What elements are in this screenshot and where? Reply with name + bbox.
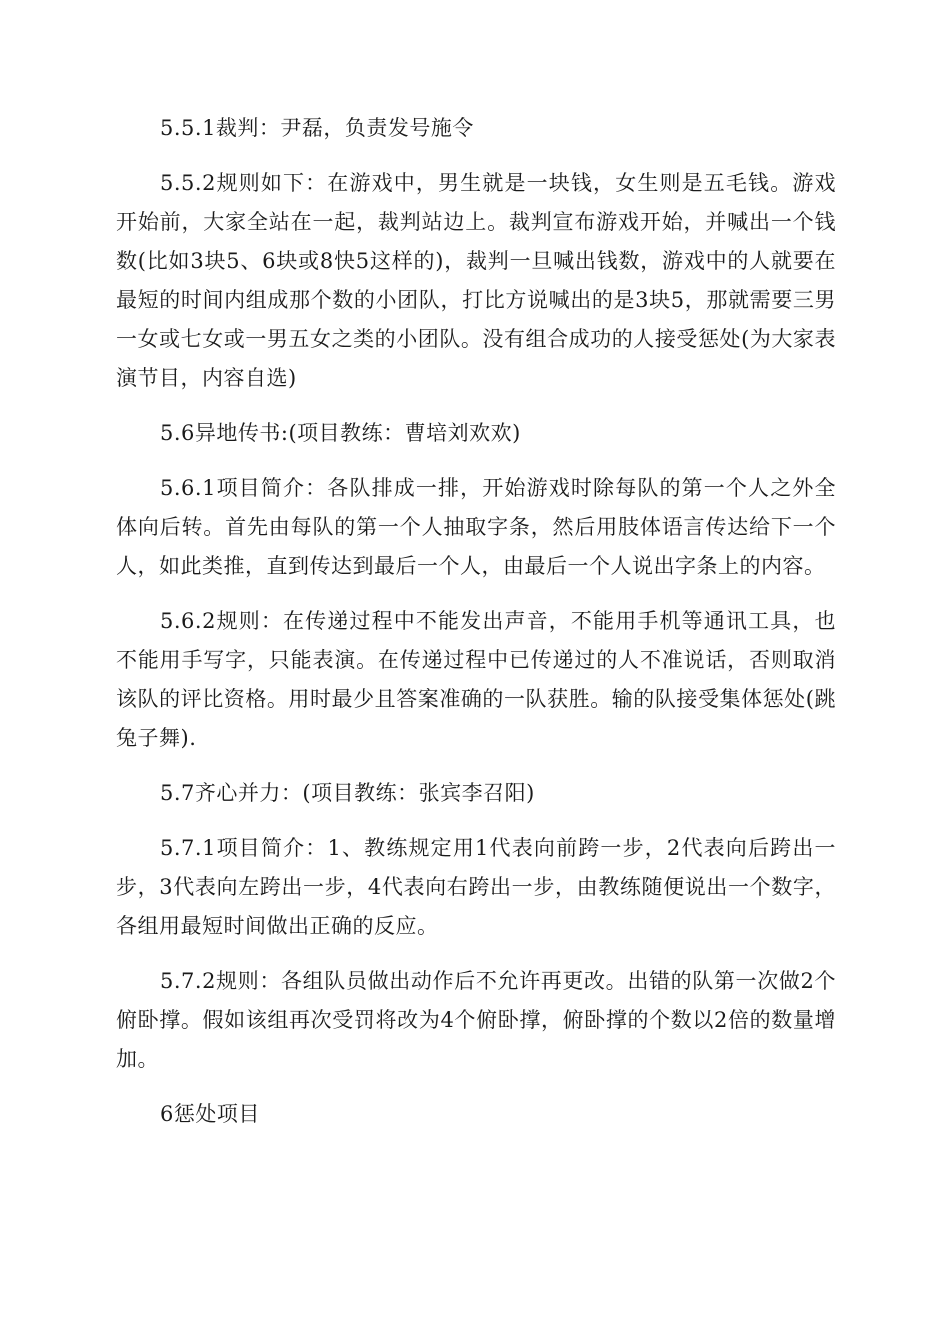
- paragraph-5-7-2: 5.7.2规则：各组队员做出动作后不允许再更改。出错的队第一次做2个俯卧撑。假如该组再次受罚将改为4个俯卧撑，俯卧撑的个数以2倍的数量增加。: [116, 969, 836, 1071]
- paragraph-5-5-2: 5.5.2规则如下：在游戏中，男生就是一块钱，女生则是五毛钱。游戏开始前，大家全站在一起，裁判站边上。裁判宣布游戏开始，并喊出一个钱数(比如3块5、6块或8快5这样的)，裁判一旦喊出钱数，游戏中的人就要在最短的时间内组成那个数的小团队，打比方说喊出的是3块5，那就需要三男一女或七女或一男五女之类的小团队。没有组合成功的人接受惩处(为大家表演节目，内容自选): [116, 171, 836, 390]
- heading-5-6: 5.6异地传书:(项目教练：曹培刘欢欢): [160, 421, 521, 445]
- heading-6: 6惩处项目: [160, 1102, 260, 1126]
- paragraph-5-5-1: 5.5.1裁判：尹磊，负责发号施令: [160, 116, 474, 140]
- document-body: [116, 109, 836, 1150]
- paragraph-5-7-1: 5.7.1项目简介：1、教练规定用1代表向前跨一步，2代表向后跨出一步，3代表向左跨出一步，4代表向右跨出一步，由教练随便说出一个数字，各组用最短时间做出正确的反应。: [116, 836, 836, 938]
- paragraph-5-6-1: 5.6.1项目简介：各队排成一排，开始游戏时除每队的第一个人之外全体向后转。首先由每队的第一个人抽取字条，然后用肢体语言传达给下一个人，如此类推，直到传达到最后一个人，由最后一个人说出字条上的内容。: [116, 476, 836, 578]
- heading-5-7: 5.7齐心并力：(项目教练：张宾李召阳): [160, 781, 535, 805]
- paragraph-5-6-2: 5.6.2规则：在传递过程中不能发出声音，不能用手机等通讯工具，也不能用手写字，只能表演。在传递过程中已传递过的人不准说话，否则取消该队的评比资格。用时最少且答案准确的一队获胜。输的队接受集体惩处(跳兔子舞).: [116, 609, 836, 750]
